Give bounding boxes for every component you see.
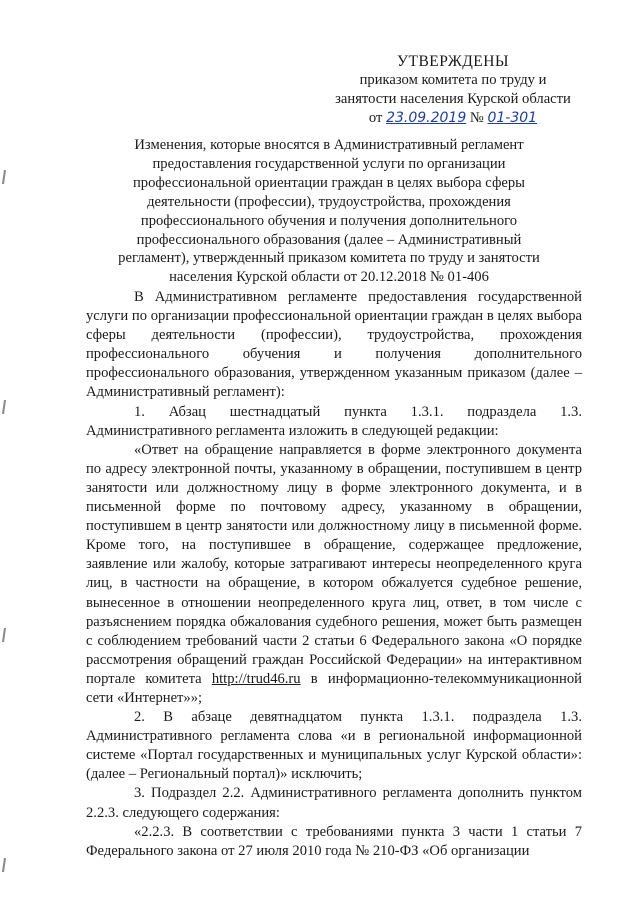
intro-paragraph: В Административном регламенте предоставления государственной услуги по организации профессиональной ориентации граждан в целях выбора сферы деятельности (профессии), трудоустройства, прохождения профессионального обучения и получения дополнительного профессионального образования, утвержденном указанным приказом (далее – Административный регламент): (86, 289, 582, 401)
number-prefix: № (469, 110, 484, 126)
date-prefix: от (368, 110, 383, 126)
approval-heading: УТВЕРЖДЕНЫ (397, 53, 509, 70)
handwritten-date: 23.09.2019 (386, 110, 467, 126)
scan-margin-mark (2, 170, 6, 184)
approval-date-number (318, 109, 588, 128)
item-1-quote-paragraph (86, 441, 582, 708)
portal-link[interactable]: http://trud46.ru (211, 670, 301, 687)
handwritten-number: 01-301 (487, 110, 538, 126)
quote-text-end: в информационно-телекоммуникационной сети «Интернет»»; (86, 670, 582, 706)
item-1-paragraph: 1. Абзац шестнадцатый пункта 1.3.1. подраздела 1.3. Административного регламента изложить в следующей редакции: (86, 403, 582, 439)
approval-stamp-block (318, 52, 588, 128)
document-body (86, 288, 582, 861)
scan-margin-mark (2, 628, 6, 642)
item-2-paragraph: 2. В абзаце девятнадцатом пункта 1.3.1. подраздела 1.3. Административного регламента слова «и в региональной информационной системе «Портал государственных и муниципальных услуг Курской области»: (далее – Региональный портал)» исключить; (86, 709, 582, 783)
item-3-paragraph: 3. Подраздел 2.2. Административного регламента дополнить пунктом 2.2.3. следующего содержания: (86, 785, 582, 821)
quote-text: «Ответ на обращение направляется в форме электронного документа по адресу электронной почты, указанному в обращении, поступившем в центр занятости или должностному лицу в форме электронного документа, и в письменной форме по почтовому адресу, указанному в обращении, поступившем в центр занятости или должностному лицу в письменной форме. Кроме того, на поступившее в обращение, содержащее предложение, заявление или жалобу, которые затрагивают интересы неопределенного круга лиц, в частности на обращение, в котором обжалуется судебное решение, вынесенное в отношении неопределенного круга лиц, ответ, в том числе с разъяснением порядка обжалования судебного решения, может быть размещен с соблюдением требований части 2 статьи 6 Федерального закона «О порядке рассмотрения обращений граждан Российской Федерации» на интерактивном портале комитета (86, 441, 582, 687)
scan-margin-mark (2, 858, 6, 872)
approval-line-committee: занятости населения Курской области (335, 91, 571, 107)
approval-line-order: приказом комитета по труду и (359, 72, 547, 88)
item-3-quote-paragraph: «2.2.3. В соответствии с требованиями пункта 3 части 1 статьи 7 Федерального закона от 27 июля 2010 года № 210-ФЗ «Об организации (86, 823, 582, 859)
document-title: Изменения, которые вносятся в Административный регламент предоставления государственной услуги по организации профессиональной ориентации граждан в целях выбора сферы деятельности (профессии), трудоустройства, прохождения профессионального обучения и получения дополнительного профессионального образования (далее – Административный регламент), утвержденный приказом комитета по труду и занятости населения Курской области от 20.12.2018 № 01-406 (118, 137, 540, 286)
scan-margin-mark (2, 400, 6, 414)
